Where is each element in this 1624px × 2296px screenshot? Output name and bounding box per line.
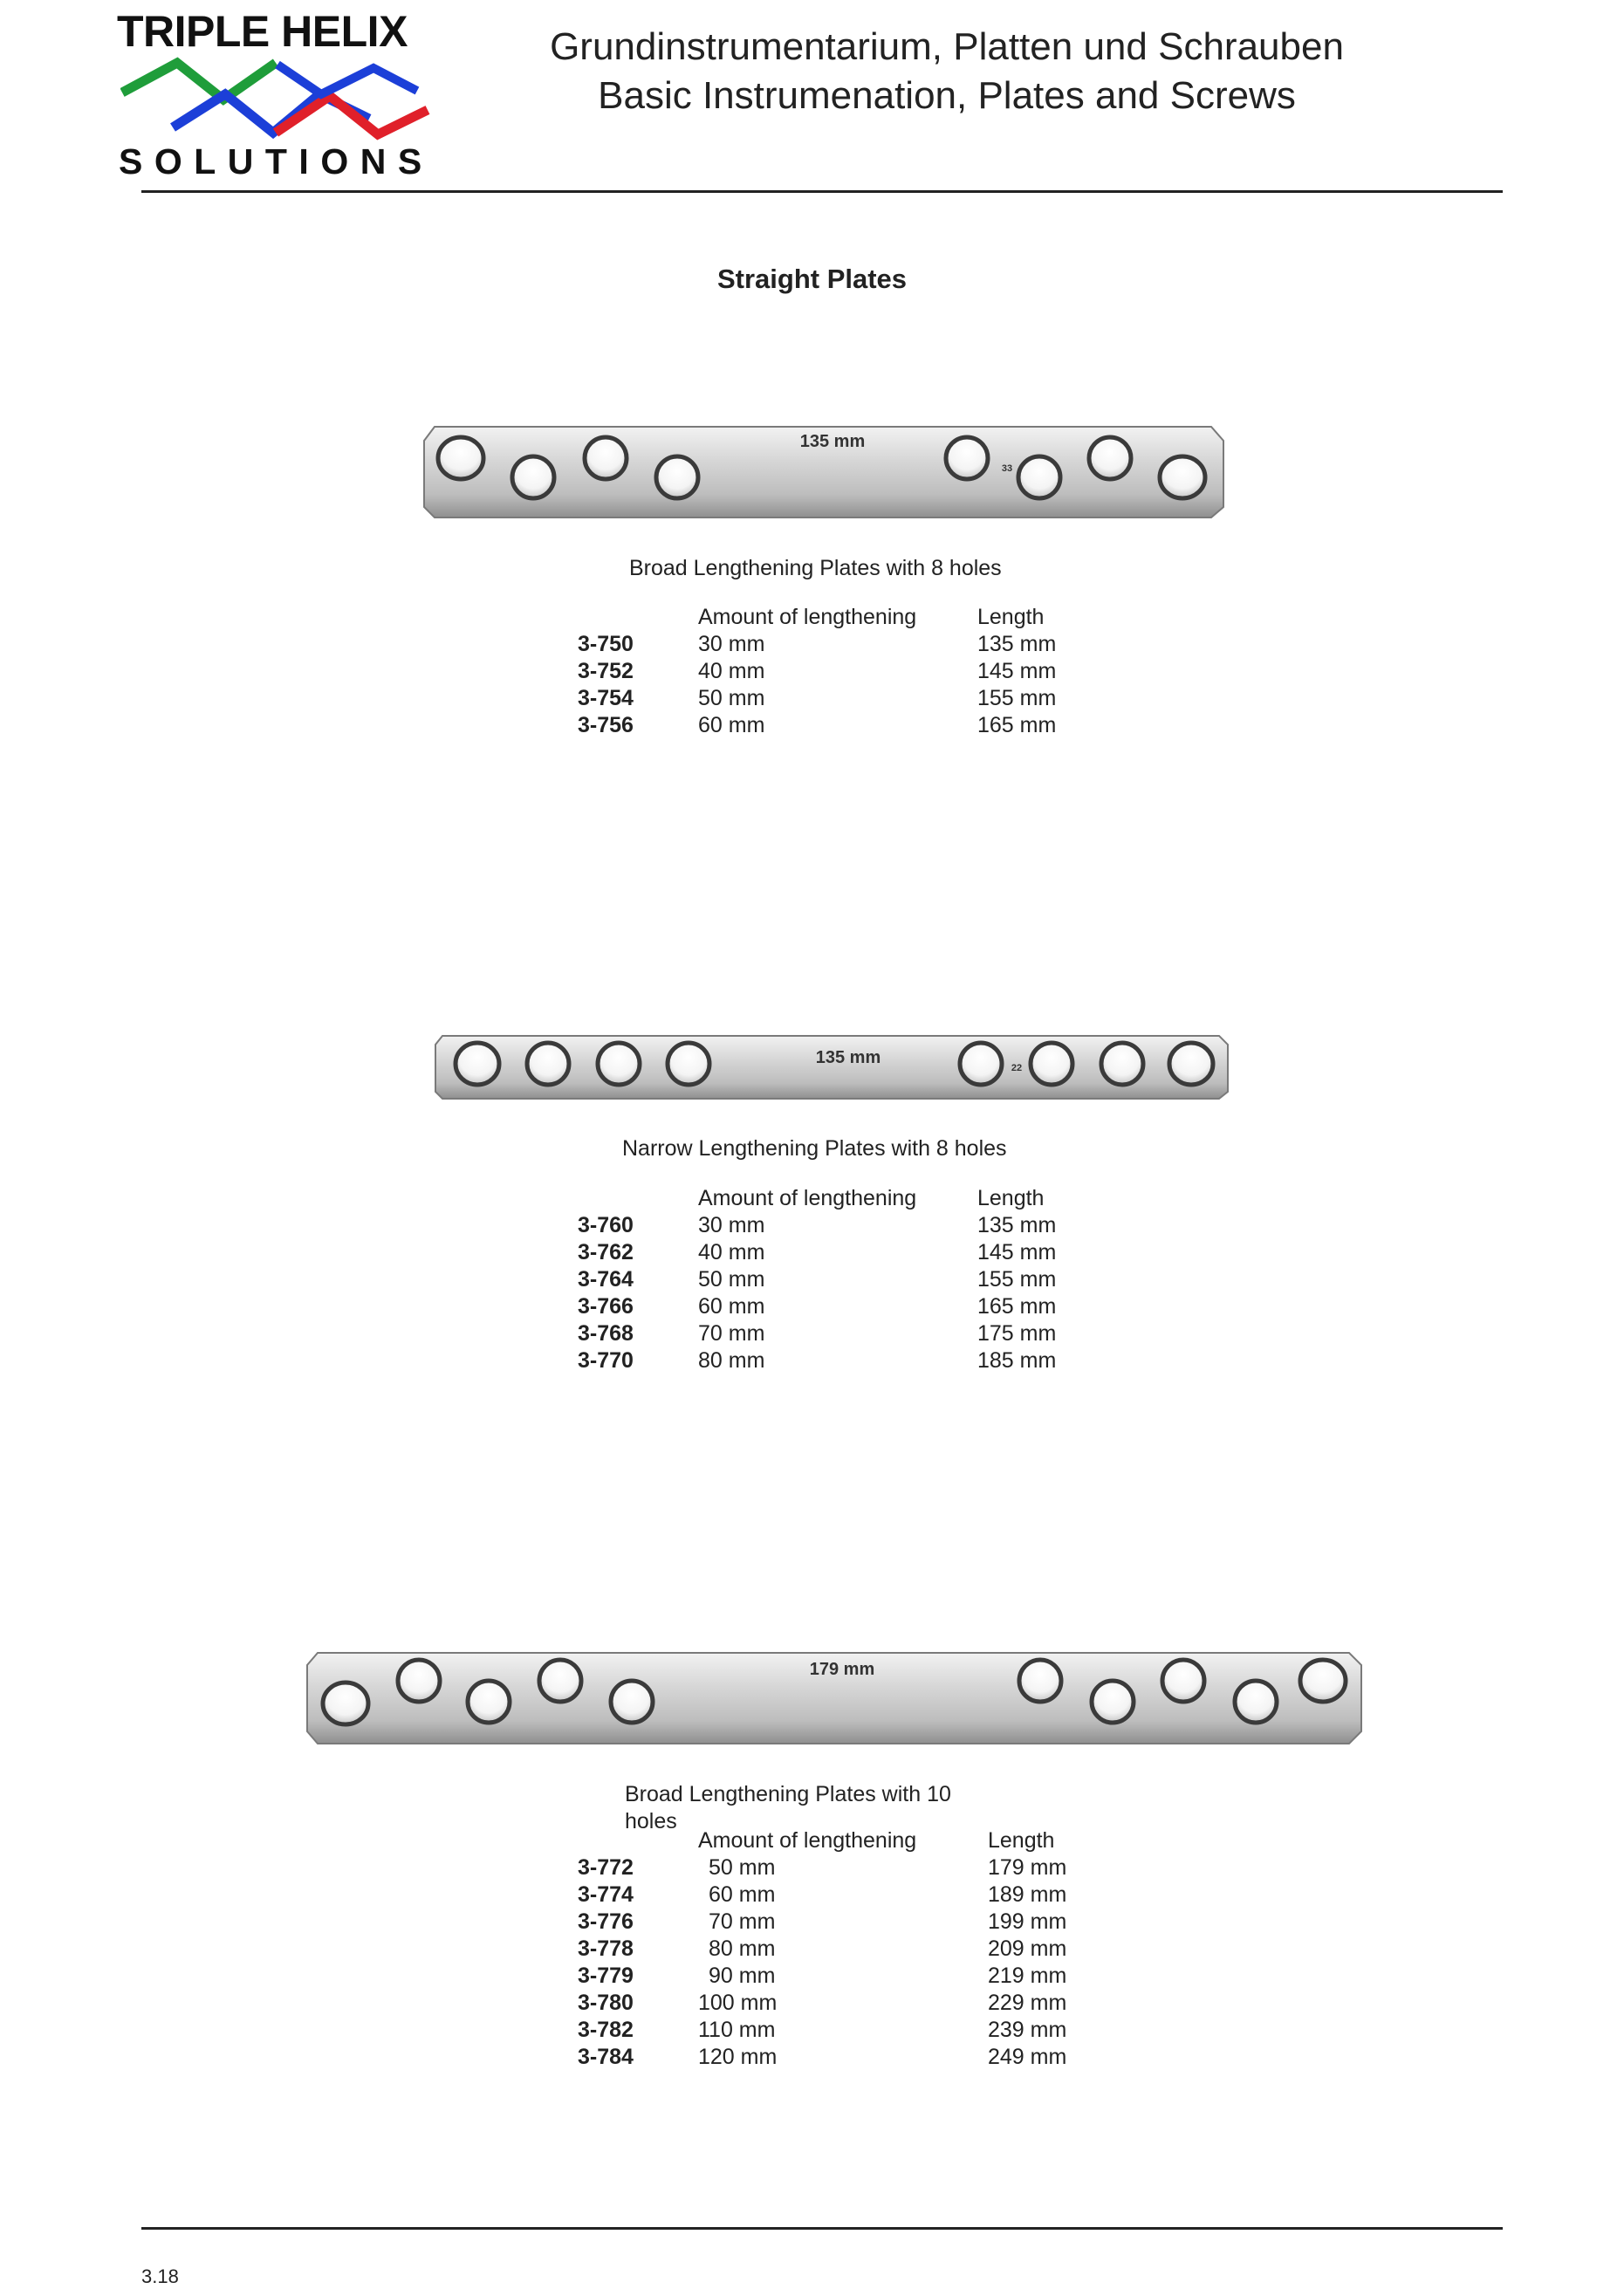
lengthening-amount: 50 mm [698,686,765,710]
table-row [578,1990,1066,2017]
table-header-row [578,1827,1066,1854]
plate-1-spec-table [578,604,1056,739]
product-code: 3-756 [578,713,634,737]
table-row [578,1854,1066,1881]
table-row [578,1212,1056,1239]
plate-length: 209 mm [988,1936,1067,1961]
plate-length: 145 mm [977,1240,1057,1265]
lengthening-amount: 40 mm [698,1240,765,1265]
title-german: Grundinstrumentarium, Platten und Schrauben [550,25,1344,68]
product-code: 3-768 [578,1321,634,1346]
plate-1-caption: Broad Lengthening Plates with 8 holes [629,556,1002,580]
product-code: 3-752 [578,659,634,683]
table-row [578,1936,1066,1963]
product-code: 3-774 [578,1882,634,1907]
table-row [578,1293,1056,1320]
product-code: 3-764 [578,1267,634,1292]
plate-3-caption-line1: Broad Lengthening Plates with 10 [625,1782,951,1806]
plate-length: 135 mm [977,1213,1057,1237]
plate-3-caption-line2: holes [625,1809,677,1833]
product-code: 3-784 [578,2045,634,2069]
product-code: 3-762 [578,1240,634,1265]
plate-2-length-label: 135 mm [815,1048,881,1067]
col-length-header: Length [977,1186,1045,1210]
product-code: 3-766 [578,1294,634,1319]
table-row [578,658,1056,685]
col-length-header: Length [988,1828,1055,1853]
product-code: 3-750 [578,632,634,656]
plate-length: 185 mm [977,1348,1057,1373]
plate-length: 249 mm [988,2045,1067,2069]
table-row [578,1320,1056,1347]
section-heading: Straight Plates [716,264,908,294]
plate-length: 135 mm [977,632,1057,656]
plate-length: 155 mm [977,686,1057,710]
footer-divider [141,2227,1503,2230]
table-row [578,712,1056,739]
lengthening-amount: 60 mm [709,1882,776,1907]
product-code: 3-770 [578,1348,634,1373]
helix-wave-icon [120,56,435,143]
lengthening-amount: 110 mm [698,2018,776,2042]
plate-3-spec-table [578,1827,1066,2071]
plate-length: 179 mm [988,1855,1067,1880]
title-english: Basic Instrumenation, Plates and Screws [598,74,1296,117]
product-code: 3-779 [578,1964,634,1988]
col-amount-header: Amount of lengthening [698,1828,917,1853]
lengthening-amount: 70 mm [698,1321,765,1346]
logo-top-text: TRIPLE HELIX [117,7,408,56]
product-code: 3-760 [578,1213,634,1237]
plate-1-length-label: 135 mm [799,432,866,451]
plate-length: 229 mm [988,1991,1067,2015]
lengthening-amount: 50 mm [698,1267,765,1292]
lengthening-amount: 30 mm [698,632,765,656]
product-code: 3-772 [578,1855,634,1880]
plate-length: 145 mm [977,659,1057,683]
product-code: 3-778 [578,1936,634,1961]
lengthening-amount: 30 mm [698,1213,765,1237]
lengthening-amount: 80 mm [709,1936,776,1961]
lengthening-amount: 40 mm [698,659,765,683]
lengthening-amount: 90 mm [709,1964,776,1988]
table-row [578,685,1056,712]
plate-length: 189 mm [988,1882,1067,1907]
plate-length: 165 mm [977,713,1057,737]
plate-length: 165 mm [977,1294,1057,1319]
company-logo [117,7,440,186]
col-amount-header: Amount of lengthening [698,1186,917,1210]
table-row [578,631,1056,658]
lengthening-amount: 70 mm [709,1909,776,1934]
page-number: 3.18 [141,2265,179,2287]
plate-1-mark: 33 [1001,463,1013,474]
table-row [578,1963,1066,1990]
page-header-title [489,23,1405,120]
table-row [578,2044,1066,2071]
plate-length: 219 mm [988,1964,1067,1988]
lengthening-amount: 100 mm [698,1991,778,2015]
lengthening-amount: 60 mm [698,1294,765,1319]
plate-length: 199 mm [988,1909,1067,1934]
col-amount-header: Amount of lengthening [698,605,917,629]
table-header-row [578,604,1056,631]
plate-3-length-label: 179 mm [809,1660,875,1679]
plate-2-caption: Narrow Lengthening Plates with 8 holes [622,1136,1007,1161]
product-code: 3-782 [578,2018,634,2042]
product-code: 3-776 [578,1909,634,1934]
product-code: 3-780 [578,1991,634,2015]
table-row [578,2017,1066,2044]
table-row [578,1239,1056,1266]
plate-length: 175 mm [977,1321,1057,1346]
table-row [578,1881,1066,1909]
lengthening-amount: 50 mm [709,1855,776,1880]
product-code: 3-754 [578,686,634,710]
plate-length: 239 mm [988,2018,1067,2042]
table-header-row [578,1185,1056,1212]
lengthening-amount: 120 mm [698,2045,778,2069]
table-row [578,1266,1056,1293]
broad-plate-10-holes-image [305,1649,1363,1747]
lengthening-amount: 60 mm [698,713,765,737]
plate-2-spec-table [578,1185,1056,1374]
broad-plate-8-holes-image [422,423,1225,521]
table-row [578,1347,1056,1374]
narrow-plate-8-holes-image [434,1032,1230,1102]
table-row [578,1909,1066,1936]
header-divider [141,190,1503,193]
plate-length: 155 mm [977,1267,1057,1292]
logo-bottom-text: SOLUTIONS [119,141,434,182]
lengthening-amount: 80 mm [698,1348,765,1373]
plate-2-mark: 22 [1011,1063,1023,1073]
col-length-header: Length [977,605,1045,629]
